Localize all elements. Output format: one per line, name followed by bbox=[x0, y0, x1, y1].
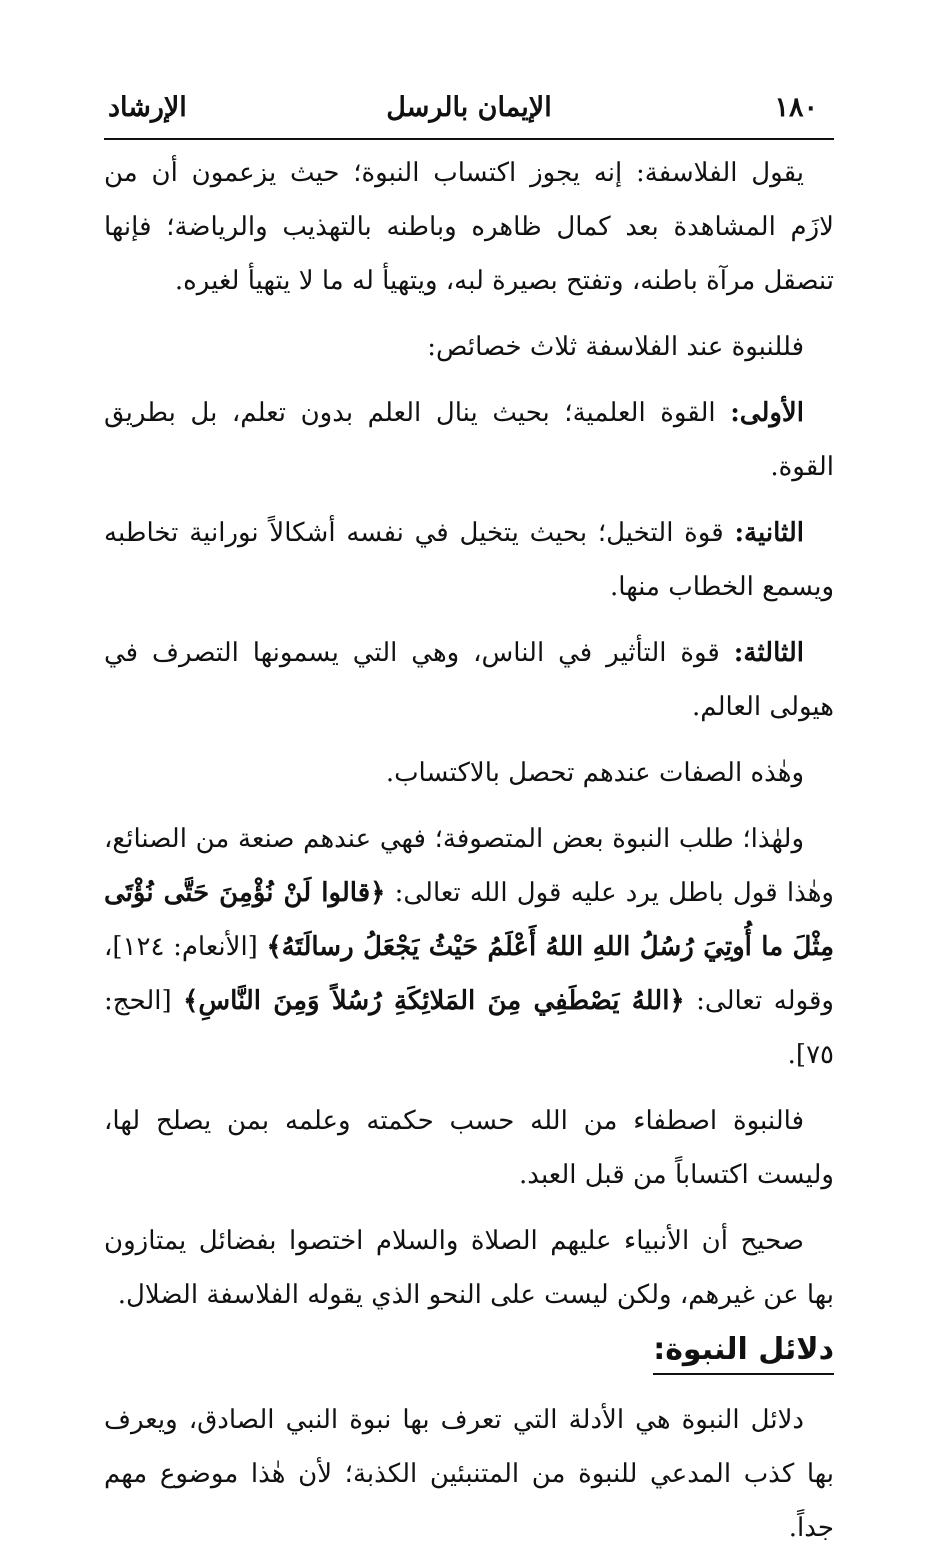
book-title: الإرشاد bbox=[108, 92, 187, 123]
trait-text: القوة العلمية؛ بحيث ينال العلم بدون تعلم، بل بطريق القوة. bbox=[104, 398, 834, 482]
chapter-title: الإيمان بالرسل bbox=[386, 92, 552, 123]
paragraph-text: ولهٰذا؛ طلب النبوة بعض المتصوفة؛ فهي عندهم صنعة من الصنائع، وهٰذا قول باطل يرد عليه قول الله تعالى: bbox=[104, 824, 834, 908]
trait-text: قوة التأثير في الناس، وهي التي يسمونها التصرف في هيولى العالم. bbox=[104, 638, 834, 722]
paragraph-three-traits bbox=[104, 320, 834, 374]
paragraph-text: صحيح أن الأنبياء عليهم الصلاة والسلام اختصوا بفضائل يمتازون بها عن غيرهم، ولكن ليست على النحو الذي يقوله الفلاسفة الضلال. bbox=[104, 1226, 834, 1310]
quran-quote: ﴿قالوا لَنْ نُؤْمِنَ حَتَّى نُؤْتَى مِثْلَ ما أُوتِيَ رُسُلُ اللهِ اللهُ أَعْلَمُ حَيْثُ يَجْعَلُ رسالَتَهُ﴾ bbox=[104, 878, 834, 962]
paragraph-first-trait bbox=[104, 386, 834, 494]
trait-label: الأولى: bbox=[730, 398, 804, 428]
paragraph-proofs bbox=[104, 1393, 834, 1555]
citation-text: [الأنعام: ١٢٤]، وقوله تعالى: bbox=[104, 932, 834, 1016]
trait-label: الثالثة: bbox=[733, 638, 804, 668]
paragraph-text: وهٰذه الصفات عندهم تحصل بالاكتساب. bbox=[385, 758, 804, 788]
citation-text: [الحج: ٧٥]. bbox=[104, 986, 834, 1070]
paragraph-second-trait bbox=[104, 506, 834, 614]
paragraph-sufis bbox=[104, 812, 834, 1082]
paragraph-text: دلائل النبوة هي الأدلة التي تعرف بها نبوة النبي الصادق، ويعرف بها كذب المدعي للنبوة من المتنبئين الكذبة؛ لأن هٰذا موضوع مهم جداً. bbox=[104, 1405, 834, 1543]
section-heading: دلائل النبوة: bbox=[653, 1332, 834, 1375]
trait-text: قوة التخيل؛ بحيث يتخيل في نفسه أشكالاً نورانية تخاطبه ويسمع الخطاب منها. bbox=[104, 518, 834, 602]
paragraph-text: يقول الفلاسفة: إنه يجوز اكتساب النبوة؛ حيث يزعمون أن من لازَم المشاهدة بعد كمال ظاهره وباطنه بالتهذيب والرياضة؛ فإنها تنصقل مرآة باطنه، وتفتح بصيرة لبه، ويتهيأ له ما لا يتهيأ لغيره. bbox=[104, 158, 834, 296]
paragraph-text: فللنبوة عند الفلاسفة ثلاث خصائص: bbox=[427, 332, 804, 362]
paragraph-philosophers bbox=[104, 146, 834, 308]
paragraph-prophets-virtues bbox=[104, 1214, 834, 1322]
page-number: ١٨٠ bbox=[774, 92, 818, 123]
running-header bbox=[104, 88, 834, 140]
quran-quote: ﴿اللهُ يَصْطَفِي مِنَ المَلائِكَةِ رُسُلاً وَمِنَ النَّاسِ﴾ bbox=[183, 986, 685, 1016]
paragraph-text: فالنبوة اصطفاء من الله حسب حكمته وعلمه بمن يصلح لها، وليست اكتساباً من قبل العبد. bbox=[104, 1106, 834, 1190]
paragraph-third-trait bbox=[104, 626, 834, 734]
trait-label: الثانية: bbox=[734, 518, 804, 548]
document-page bbox=[104, 88, 834, 1555]
paragraph-acquisition bbox=[104, 746, 834, 800]
paragraph-selection bbox=[104, 1094, 834, 1202]
